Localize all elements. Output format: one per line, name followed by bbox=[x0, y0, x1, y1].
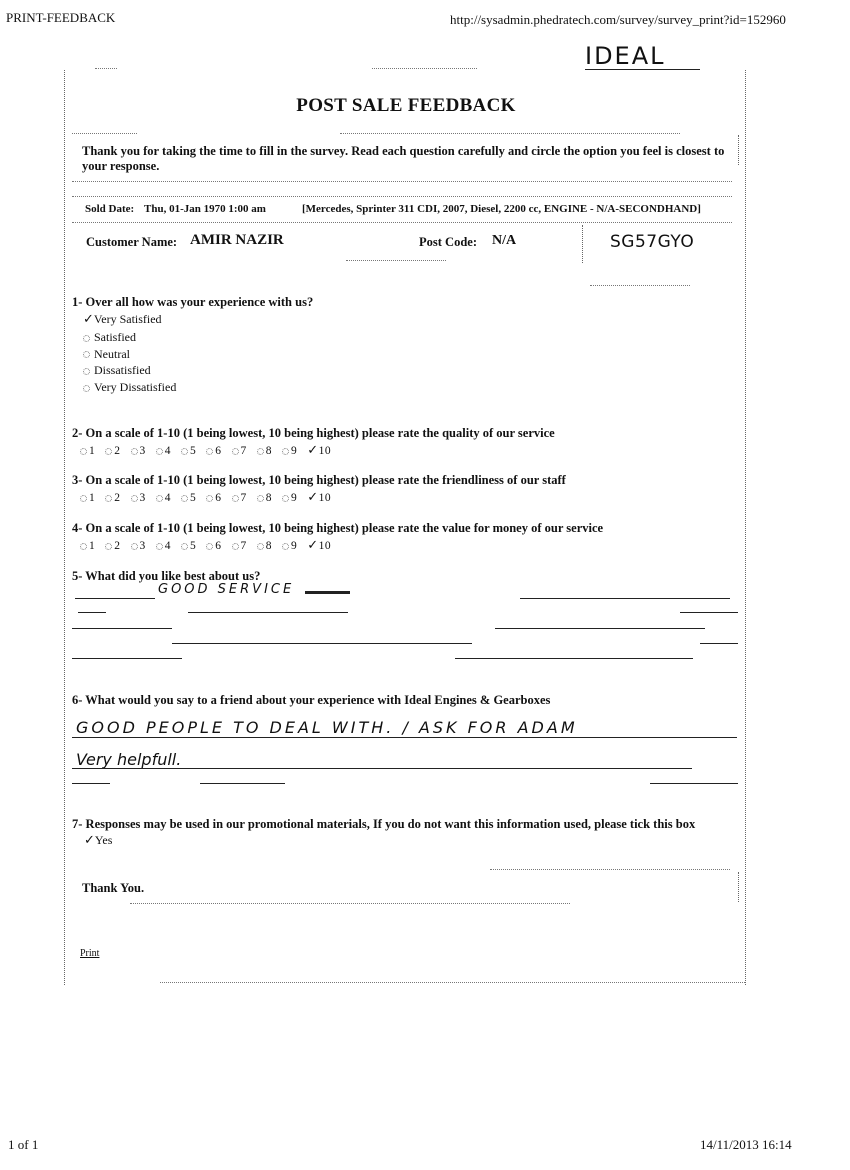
q4-option[interactable]: 4 bbox=[156, 540, 171, 552]
q1-option-very-dissatisfied[interactable]: Very Dissatisfied bbox=[83, 379, 176, 396]
post-code-label: Post Code: bbox=[419, 235, 477, 249]
divider bbox=[130, 903, 570, 904]
q2-option-selected[interactable]: ✓10 bbox=[307, 443, 332, 458]
frame-dots bbox=[738, 872, 739, 902]
q6-answer-line-1[interactable]: GOOD PEOPLE TO DEAL WITH. / ASK FOR ADAM bbox=[76, 718, 578, 737]
form-frame-left bbox=[64, 70, 65, 985]
form-frame-right bbox=[745, 70, 746, 985]
answer-line bbox=[172, 643, 472, 644]
check-mark-icon: ✓ bbox=[83, 312, 94, 327]
radio-icon bbox=[282, 543, 289, 550]
q6-answer-line-2[interactable]: Very helpfull. bbox=[76, 750, 182, 769]
q4-option[interactable]: 8 bbox=[257, 540, 272, 552]
radio-icon bbox=[83, 351, 90, 358]
radio-icon bbox=[232, 448, 239, 455]
question-4: 4- On a scale of 1-10 (1 being lowest, 10 being highest) please rate the value for money of our service bbox=[72, 521, 604, 535]
q2-option[interactable]: 2 bbox=[105, 445, 120, 457]
q5-answer[interactable]: GOOD SERVICE bbox=[158, 582, 295, 597]
print-datetime: 14/11/2013 16:14 bbox=[700, 1137, 792, 1152]
q1-option-neutral[interactable]: Neutral bbox=[83, 346, 176, 363]
radio-icon bbox=[181, 448, 188, 455]
radio-icon bbox=[257, 543, 264, 550]
page-url: http://sysadmin.phedratech.com/survey/survey_print?id=152960 bbox=[450, 12, 786, 27]
question-6: 6- What would you say to a friend about your experience with Ideal Engines & Gearboxes bbox=[72, 693, 551, 707]
radio-icon bbox=[206, 495, 213, 502]
intro-text: Thank you for taking the time to fill in the survey. Read each question carefully and circle the option you feel is closest to your response. bbox=[82, 144, 725, 173]
answer-line bbox=[200, 783, 285, 784]
radio-icon bbox=[80, 543, 87, 550]
q2-option[interactable]: 7 bbox=[232, 445, 247, 457]
q2-option[interactable]: 6 bbox=[206, 445, 221, 457]
q3-option[interactable]: 3 bbox=[131, 492, 146, 504]
question-1: 1- Over all how was your experience with us? bbox=[72, 295, 314, 309]
answer-line bbox=[72, 737, 737, 738]
radio-icon bbox=[131, 448, 138, 455]
radio-icon bbox=[83, 368, 90, 375]
frame-dots bbox=[738, 135, 739, 165]
answer-line bbox=[700, 643, 738, 644]
radio-icon bbox=[282, 448, 289, 455]
q4-option[interactable]: 3 bbox=[131, 540, 146, 552]
answer-line bbox=[520, 598, 730, 599]
question-3: 3- On a scale of 1-10 (1 being lowest, 10 being highest) please rate the friendliness of our staff bbox=[72, 473, 566, 487]
customer-name-label: Customer Name: bbox=[86, 235, 178, 249]
q4-option[interactable]: 5 bbox=[181, 540, 196, 552]
stamp-underline bbox=[585, 69, 700, 70]
q1-options bbox=[83, 311, 176, 396]
radio-icon bbox=[156, 543, 163, 550]
divider bbox=[72, 133, 137, 134]
q2-scale bbox=[80, 441, 341, 459]
vehicle-details: [Mercedes, Sprinter 311 CDI, 2007, Diesel, 2200 cc, ENGINE - N/A-SECONDHAND] bbox=[302, 203, 701, 215]
answer-line bbox=[680, 612, 738, 613]
q1-option-dissatisfied[interactable]: Dissatisfied bbox=[83, 362, 176, 379]
divider bbox=[490, 869, 730, 870]
q2-option[interactable]: 8 bbox=[257, 445, 272, 457]
q4-option[interactable]: 7 bbox=[232, 540, 247, 552]
radio-icon bbox=[257, 448, 264, 455]
check-mark-icon: ✓ bbox=[307, 443, 319, 458]
question-2: 2- On a scale of 1-10 (1 being lowest, 10 being highest) please rate the quality of our service bbox=[72, 426, 555, 440]
scribble-strikeout bbox=[305, 591, 350, 594]
radio-icon bbox=[232, 495, 239, 502]
q3-option[interactable]: 7 bbox=[232, 492, 247, 504]
check-mark-icon: ✓ bbox=[84, 833, 95, 848]
sold-date-label: Sold Date: bbox=[85, 203, 135, 215]
radio-icon bbox=[105, 495, 112, 502]
answer-line bbox=[72, 768, 692, 769]
q3-option[interactable]: 4 bbox=[156, 492, 171, 504]
answer-line bbox=[72, 628, 172, 629]
q3-option[interactable]: 1 bbox=[80, 492, 95, 504]
q4-scale bbox=[80, 536, 341, 554]
radio-icon bbox=[131, 543, 138, 550]
q4-option[interactable]: 2 bbox=[105, 540, 120, 552]
radio-icon bbox=[206, 448, 213, 455]
radio-icon bbox=[206, 543, 213, 550]
check-mark-icon: ✓ bbox=[307, 490, 319, 505]
frame-dots bbox=[95, 68, 117, 69]
thank-you-text: Thank You. bbox=[82, 881, 145, 895]
radio-icon bbox=[156, 495, 163, 502]
ideal-handwritten-stamp: IDEAL bbox=[585, 42, 666, 70]
q3-option[interactable]: 5 bbox=[181, 492, 196, 504]
print-link[interactable]: Print bbox=[80, 948, 100, 959]
print-header-label: PRINT-FEEDBACK bbox=[6, 10, 116, 25]
divider bbox=[340, 133, 680, 134]
answer-line bbox=[455, 658, 693, 659]
answer-line bbox=[78, 612, 106, 613]
divider bbox=[72, 222, 732, 223]
q3-option[interactable]: 6 bbox=[206, 492, 221, 504]
sold-date-value: Thu, 01-Jan 1970 1:00 am bbox=[144, 203, 266, 215]
q2-option[interactable]: 3 bbox=[131, 445, 146, 457]
q2-option[interactable]: 4 bbox=[156, 445, 171, 457]
divider bbox=[346, 260, 446, 261]
radio-icon bbox=[80, 448, 87, 455]
check-mark-icon: ✓ bbox=[307, 538, 319, 553]
q2-option[interactable]: 5 bbox=[181, 445, 196, 457]
answer-line bbox=[75, 598, 155, 599]
divider bbox=[582, 225, 583, 263]
form-frame-bottom bbox=[160, 982, 745, 983]
radio-icon bbox=[131, 495, 138, 502]
answer-line bbox=[72, 658, 182, 659]
radio-icon bbox=[105, 448, 112, 455]
q4-option[interactable]: 1 bbox=[80, 540, 95, 552]
radio-icon bbox=[282, 495, 289, 502]
q1-option-very-satisfied[interactable]: ✓Very Satisfied bbox=[83, 312, 162, 327]
q4-option-selected[interactable]: ✓10 bbox=[307, 538, 332, 553]
radio-icon bbox=[83, 335, 90, 342]
question-7: 7- Responses may be used in our promotional materials, If you do not want this information used, please tick this box bbox=[72, 817, 696, 831]
q3-option[interactable]: 9 bbox=[282, 492, 297, 504]
q4-option[interactable]: 6 bbox=[206, 540, 221, 552]
q1-option-satisfied[interactable]: Satisfied bbox=[83, 329, 176, 346]
q2-option[interactable]: 1 bbox=[80, 445, 95, 457]
radio-icon bbox=[83, 385, 90, 392]
radio-icon bbox=[156, 448, 163, 455]
q2-option[interactable]: 9 bbox=[282, 445, 297, 457]
q3-scale bbox=[80, 488, 341, 506]
customer-name-value: AMIR NAZIR bbox=[190, 232, 284, 248]
radio-icon bbox=[105, 543, 112, 550]
answer-line bbox=[72, 783, 110, 784]
radio-icon bbox=[181, 495, 188, 502]
radio-icon bbox=[80, 495, 87, 502]
q7-yes-checkbox[interactable]: ✓Yes bbox=[84, 833, 113, 848]
radio-icon bbox=[181, 543, 188, 550]
q3-option-selected[interactable]: ✓10 bbox=[307, 490, 332, 505]
answer-line bbox=[188, 612, 348, 613]
answer-line bbox=[650, 783, 738, 784]
divider bbox=[72, 196, 732, 197]
q3-option[interactable]: 2 bbox=[105, 492, 120, 504]
answer-line bbox=[495, 628, 705, 629]
page-count: 1 of 1 bbox=[8, 1137, 39, 1152]
registration-number: SG57GYO bbox=[610, 232, 695, 252]
post-code-value: N/A bbox=[492, 233, 517, 248]
q4-option[interactable]: 9 bbox=[282, 540, 297, 552]
question-5: 5- What did you like best about us? bbox=[72, 569, 261, 583]
divider bbox=[72, 181, 732, 182]
q3-option[interactable]: 8 bbox=[257, 492, 272, 504]
frame-dots bbox=[372, 68, 477, 69]
page-title: POST SALE FEEDBACK bbox=[296, 95, 516, 116]
radio-icon bbox=[257, 495, 264, 502]
divider bbox=[590, 285, 690, 286]
radio-icon bbox=[232, 543, 239, 550]
